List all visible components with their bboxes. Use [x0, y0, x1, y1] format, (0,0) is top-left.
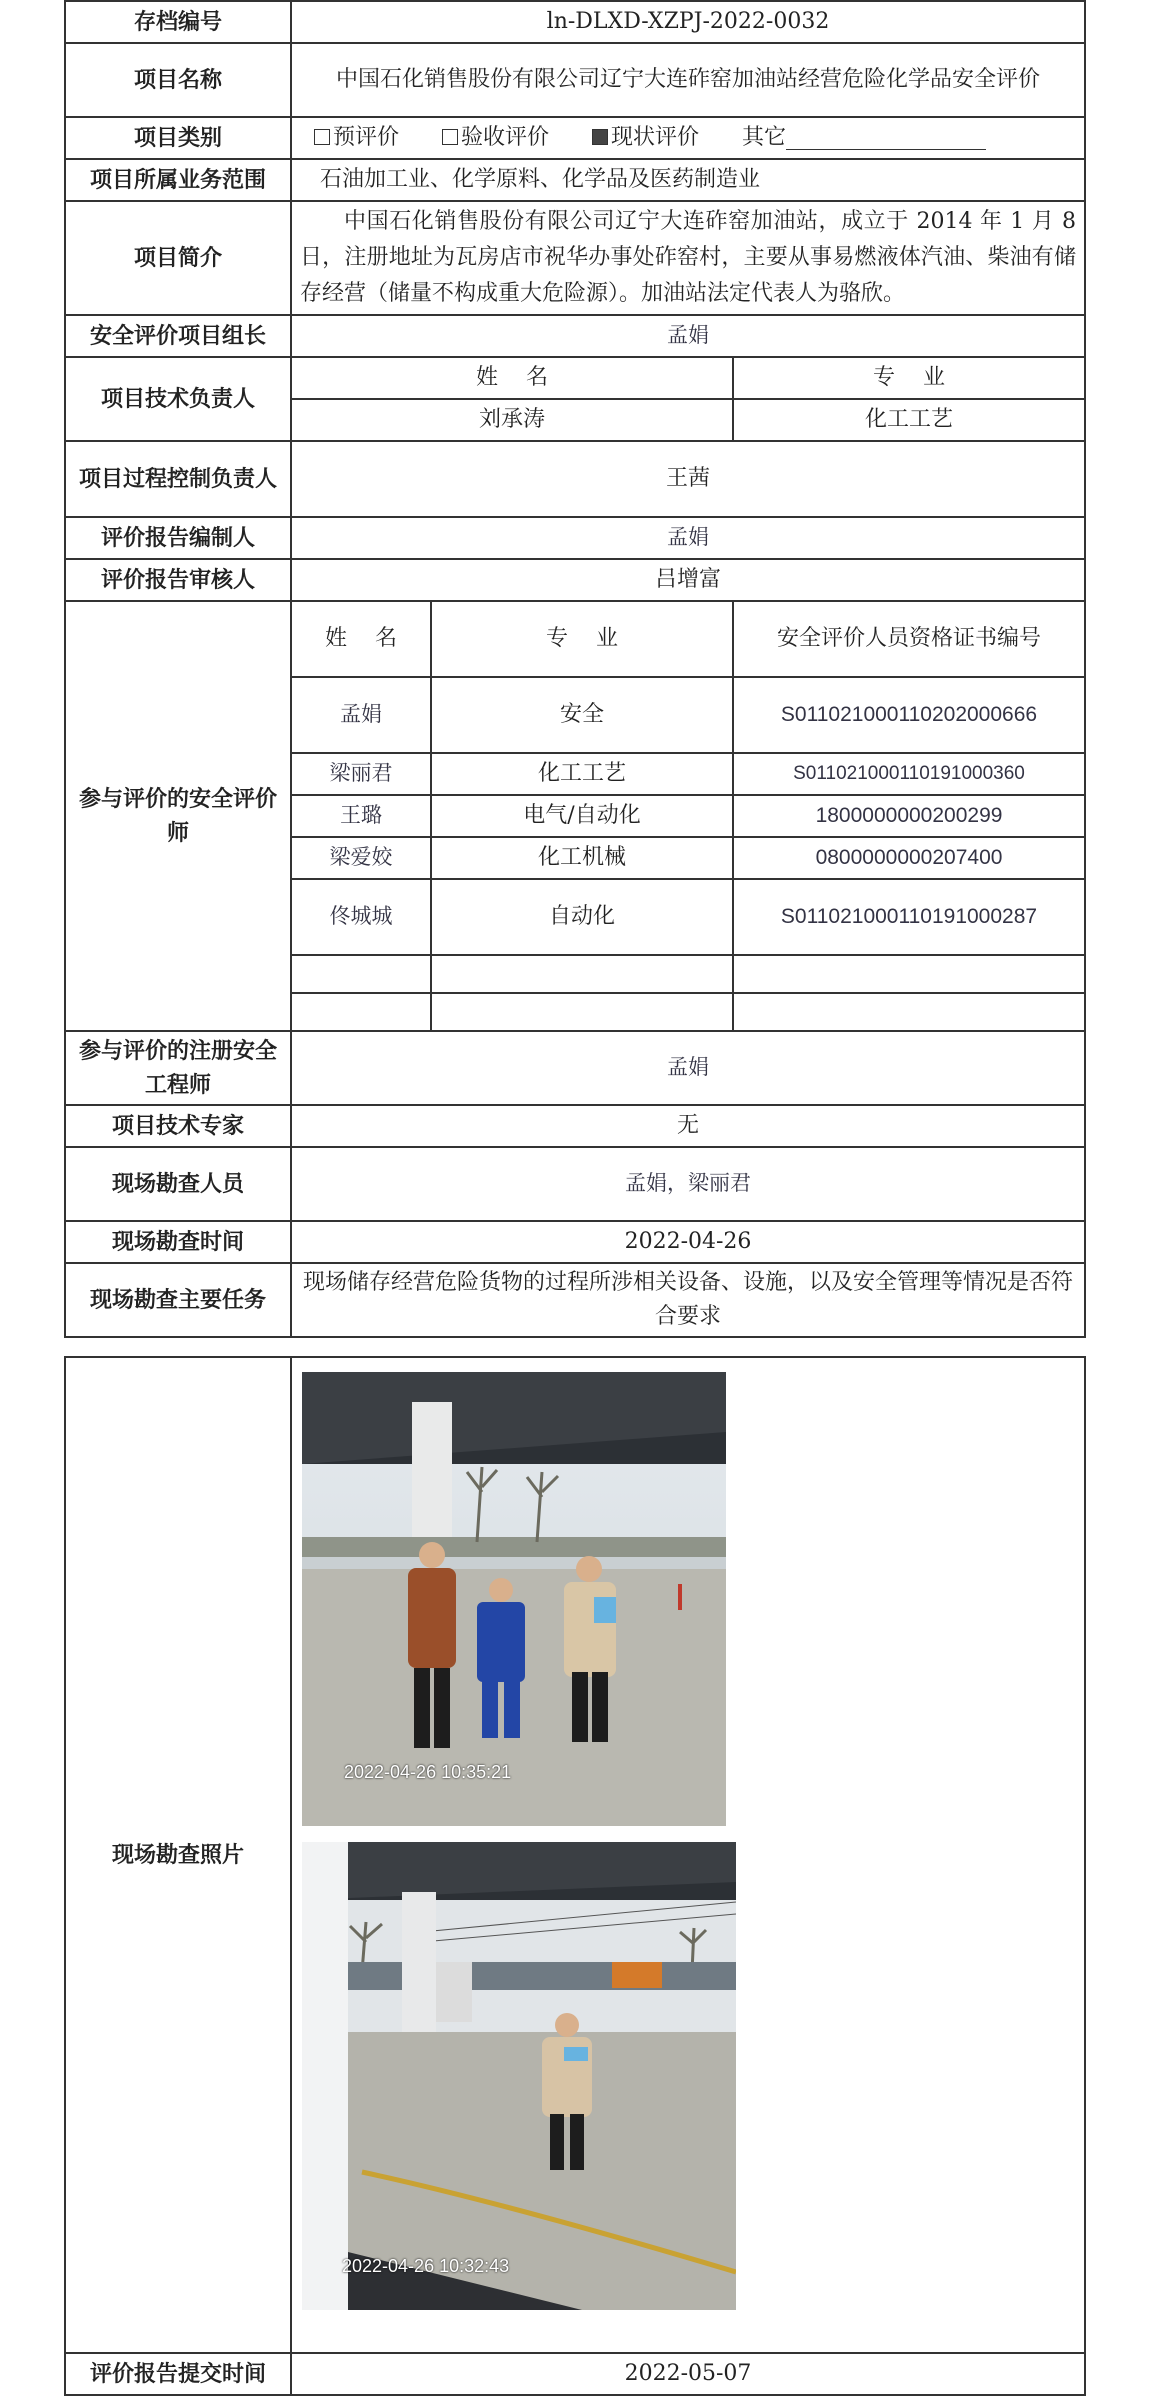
site-photo-2 [302, 1842, 736, 2310]
assessors-label: 参与评价的安全评价师 [65, 601, 291, 1031]
archive-no-label: 存档编号 [65, 1, 291, 43]
tech-lead-name: 刘承涛 [291, 399, 733, 441]
assessor-cert: 0800000000207400 [733, 837, 1085, 879]
report-reviewer-label: 评价报告审核人 [65, 559, 291, 601]
site-time-value: 2022-04-26 [291, 1221, 1085, 1263]
site-photos-cell [291, 1357, 1085, 2353]
reg-engineer-value: 孟娟 [291, 1031, 1085, 1105]
team-leader-value: 孟娟 [291, 315, 1085, 357]
archive-no-value: ln-DLXD-XZPJ-2022-0032 [291, 1, 1085, 43]
section-gap [64, 1338, 1086, 1356]
report-reviewer-value: 吕增富 [291, 559, 1085, 601]
assessor-cert: 1800000000200299 [733, 795, 1085, 837]
process-lead-label: 项目过程控制负责人 [65, 441, 291, 517]
option-status-eval[interactable]: 现状评价 [592, 125, 699, 150]
assessor-cert: S011021000110191000287 [733, 879, 1085, 955]
photo-table [64, 1356, 1086, 2396]
assessor-cert [733, 955, 1085, 993]
checkbox-icon [314, 129, 330, 145]
project-name-value: 中国石化销售股份有限公司辽宁大连砟窑加油站经营危险化学品安全评价 [291, 43, 1085, 117]
site-photo-2-image [302, 1842, 736, 2310]
tech-lead-name-header: 姓 名 [291, 357, 733, 399]
tech-expert-label: 项目技术专家 [65, 1105, 291, 1147]
assessor-name: 梁爱姣 [291, 837, 431, 879]
assessor-name: 孟娟 [291, 677, 431, 753]
process-lead-value: 王茜 [291, 441, 1085, 517]
evaluation-record-sheet [64, 0, 1086, 2396]
site-staff-value: 孟娟，梁丽君 [291, 1147, 1085, 1221]
assessor-major: 化工机械 [431, 837, 733, 879]
assessor-name: 佟城城 [291, 879, 431, 955]
assessor-major: 安全 [431, 677, 733, 753]
project-category-options [291, 117, 1085, 159]
other-blank-line [786, 127, 986, 150]
business-scope-value: 石油加工业、化学原料、化学品及医药制造业 [291, 159, 1085, 201]
report-author-value: 孟娟 [291, 517, 1085, 559]
tech-expert-value: 无 [291, 1105, 1085, 1147]
summary-label: 项目简介 [65, 201, 291, 315]
option-acceptance-eval[interactable]: 验收评价 [442, 125, 549, 150]
assessor-major: 电气/自动化 [431, 795, 733, 837]
assessor-major [431, 993, 733, 1031]
site-photos-label: 现场勘查照片 [65, 1357, 291, 2353]
site-photo-1 [302, 1372, 726, 1826]
summary-value: 中国石化销售股份有限公司辽宁大连砟窑加油站，成立于 2014 年 1 月 8 日，注册地址为瓦房店市祝华办事处砟窑村，主要从事易燃液体汽油、柴油有储存经营（储量不构成重大危险源）。加油站法定代表人为骆欣。 [291, 201, 1085, 315]
assessor-major: 自动化 [431, 879, 733, 955]
site-task-value: 现场储存经营危险货物的过程所涉相关设备、设施，以及安全管理等情况是否符合要求 [291, 1263, 1085, 1337]
assessor-name [291, 993, 431, 1031]
submit-time-label: 评价报告提交时间 [65, 2353, 291, 2395]
tech-lead-major: 化工工艺 [733, 399, 1085, 441]
assessor-cert: S011021000110191000360 [733, 753, 1085, 795]
submit-time-value: 2022-05-07 [291, 2353, 1085, 2395]
assessor-name [291, 955, 431, 993]
site-staff-label: 现场勘查人员 [65, 1147, 291, 1221]
project-name-label: 项目名称 [65, 43, 291, 117]
reg-engineer-label: 参与评价的注册安全工程师 [65, 1031, 291, 1105]
site-task-label: 现场勘查主要任务 [65, 1263, 291, 1337]
assessor-major [431, 955, 733, 993]
photo-2-timestamp: 2022-04-26 10:32:43 [342, 2256, 510, 2276]
project-category-label: 项目类别 [65, 117, 291, 159]
tech-lead-major-header: 专 业 [733, 357, 1085, 399]
tech-lead-label: 项目技术负责人 [65, 357, 291, 441]
assessor-cert [733, 993, 1085, 1031]
assessor-major: 化工工艺 [431, 753, 733, 795]
info-table [64, 0, 1086, 1338]
assessor-name: 梁丽君 [291, 753, 431, 795]
option-other[interactable]: 其它 [742, 125, 986, 150]
assessors-header-major: 专 业 [431, 601, 733, 677]
report-author-label: 评价报告编制人 [65, 517, 291, 559]
checkbox-icon [442, 129, 458, 145]
photo-1-timestamp: 2022-04-26 10:35:21 [344, 1762, 512, 1782]
business-scope-label: 项目所属业务范围 [65, 159, 291, 201]
assessor-cert: S011021000110202000666 [733, 677, 1085, 753]
assessors-header-name: 姓 名 [291, 601, 431, 677]
assessors-header-cert: 安全评价人员资格证书编号 [733, 601, 1085, 677]
checkbox-checked-icon [592, 129, 608, 145]
team-leader-label: 安全评价项目组长 [65, 315, 291, 357]
site-time-label: 现场勘查时间 [65, 1221, 291, 1263]
assessor-name: 王璐 [291, 795, 431, 837]
option-pre-eval[interactable]: 预评价 [314, 125, 399, 150]
